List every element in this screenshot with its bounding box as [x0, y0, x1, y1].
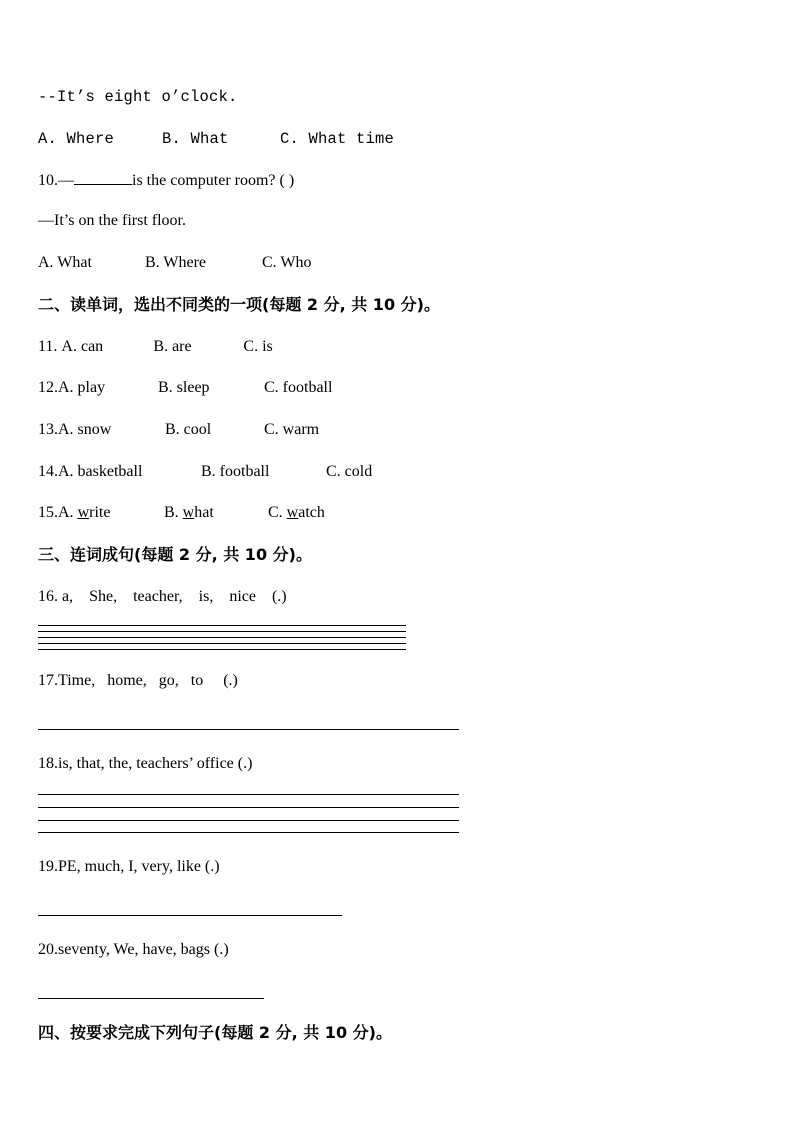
q16-prompt: 16. a, She, teacher, is, nice (.)	[38, 588, 287, 605]
q12-option-c: C. football	[264, 379, 333, 396]
q14-option-b: B. football	[201, 463, 270, 480]
answer-line	[38, 794, 459, 795]
q10-number: 10.—	[38, 172, 74, 189]
q18-prompt: 18.is, that, the, teachers’ office (.)	[38, 755, 253, 772]
q10-question-text: is the computer room? ( )	[132, 172, 295, 189]
q14-option-a: A. basketball	[58, 463, 143, 480]
q12-option-a: A. play	[58, 379, 106, 396]
q15-option-b: B. what	[164, 504, 214, 521]
q9-option-b: B. What	[162, 130, 229, 148]
q11-option-b: B. are	[153, 338, 192, 355]
answer-line	[38, 807, 459, 808]
q15-option-a: A. write	[58, 504, 111, 521]
q11-row	[38, 337, 273, 357]
section3-title: 三、连词成句(每题 2 分, 共 10 分)。	[38, 545, 312, 564]
q12-row	[38, 378, 332, 398]
answer-line	[38, 637, 406, 638]
q20-answer-line[interactable]	[38, 998, 264, 999]
answer-line	[38, 832, 459, 833]
q10-option-b: B. Where	[145, 254, 207, 271]
q10-option-c: C. Who	[262, 254, 312, 271]
q14-number: 14.	[38, 463, 58, 480]
q9-option-c: C. What time	[280, 130, 395, 148]
q10-option-a: A. What	[38, 254, 92, 271]
q10-answer-blank[interactable]	[74, 170, 132, 185]
answer-line	[38, 625, 406, 626]
q13-option-a: A. snow	[58, 421, 112, 438]
q19-answer-line[interactable]	[38, 915, 342, 916]
q10-options	[38, 253, 311, 273]
section2-title: 二、读单词，选出不同类的一项(每题 2 分, 共 10 分)。	[38, 295, 440, 314]
q9-option-a: A. Where	[38, 130, 115, 148]
q20-prompt: 20.seventy, We, have, bags (.)	[38, 941, 229, 958]
q9-answer-line: --It’s eight o’clock.	[38, 88, 238, 106]
q11-option-a: A. can	[61, 338, 104, 355]
q13-option-b: B. cool	[165, 421, 212, 438]
q9-options	[38, 129, 394, 149]
q19-prompt: 19.PE, much, I, very, like (.)	[38, 858, 220, 875]
q13-option-c: C. warm	[264, 421, 320, 438]
answer-line	[38, 643, 406, 644]
q10-answer-line: —It’s on the first floor.	[38, 212, 186, 229]
q13-row	[38, 420, 319, 440]
answer-line	[38, 631, 406, 632]
q10-question	[38, 170, 294, 191]
q17-answer-line[interactable]	[38, 729, 459, 730]
q14-option-c: C. cold	[326, 463, 373, 480]
answer-line	[38, 820, 459, 821]
q12-option-b: B. sleep	[158, 379, 210, 396]
answer-line	[38, 649, 406, 650]
q15-option-c: C. watch	[268, 504, 325, 521]
q11-option-c: C. is	[243, 338, 273, 355]
q13-number: 13.	[38, 421, 58, 438]
section4-title: 四、按要求完成下列句子(每题 2 分, 共 10 分)。	[38, 1023, 392, 1042]
q12-number: 12.	[38, 379, 58, 396]
q15-row	[38, 503, 325, 523]
q17-prompt: 17.Time, home, go, to (.)	[38, 672, 238, 689]
q15-number: 15.	[38, 504, 58, 521]
q11-number: 11.	[38, 338, 62, 355]
q14-row	[38, 462, 372, 482]
